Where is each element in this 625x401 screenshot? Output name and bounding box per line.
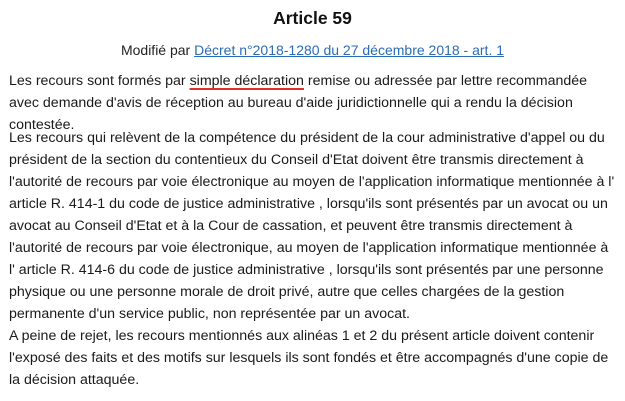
highlighted-phrase: simple déclaration	[189, 73, 304, 89]
article-title: Article 59	[273, 8, 352, 28]
decree-link[interactable]: Décret n°2018-1280 du 27 décembre 2018 - art. 1	[194, 42, 505, 58]
paragraph-1-end: remise ou adressée par lettre recommandée avec demande d'avis de réception au bureau d'aide juridictionnelle qui a rendu la décision contestée.	[9, 73, 588, 133]
modified-prefix: Modifié par	[120, 42, 191, 58]
paragraph-2: Les recours qui relèvent de la compétence du président de la cour administrative d'appel ou du président de la section du contentieux du Conseil d'Etat doivent être transmis directement à l'autorité de recours par voie électronique au moyen de l'application informatique mentionnée à l' article R. 414-1 du code de justice administrative , lorsqu'ils sont présentés par un avocat ou un avocat au Conseil d'Etat et à la Cour de cassation, et peuvent être transmis directement à l'autorité de recours par voie électronique, au moyen de l'application informatique mentionnée à l' article R. 414-6 du code de justice administrative , lorsqu'ils sont présentés par une personne physique ou une personne morale de droit privé, autre que celles chargées de la gestion permanente d'un service public, non représentée par un avocat.	[9, 130, 615, 322]
paragraph-3: A peine de rejet, les recours mentionnés aux alinéas 1 et 2 du présent article doivent contenir l'exposé des faits et des motifs sur lesquels ils sont fondés et être accompagnés d'une copie de la décision attaquée.	[9, 328, 609, 388]
paragraph-1-start: Les recours sont formés par	[9, 73, 190, 89]
modification-line	[0, 42, 625, 58]
